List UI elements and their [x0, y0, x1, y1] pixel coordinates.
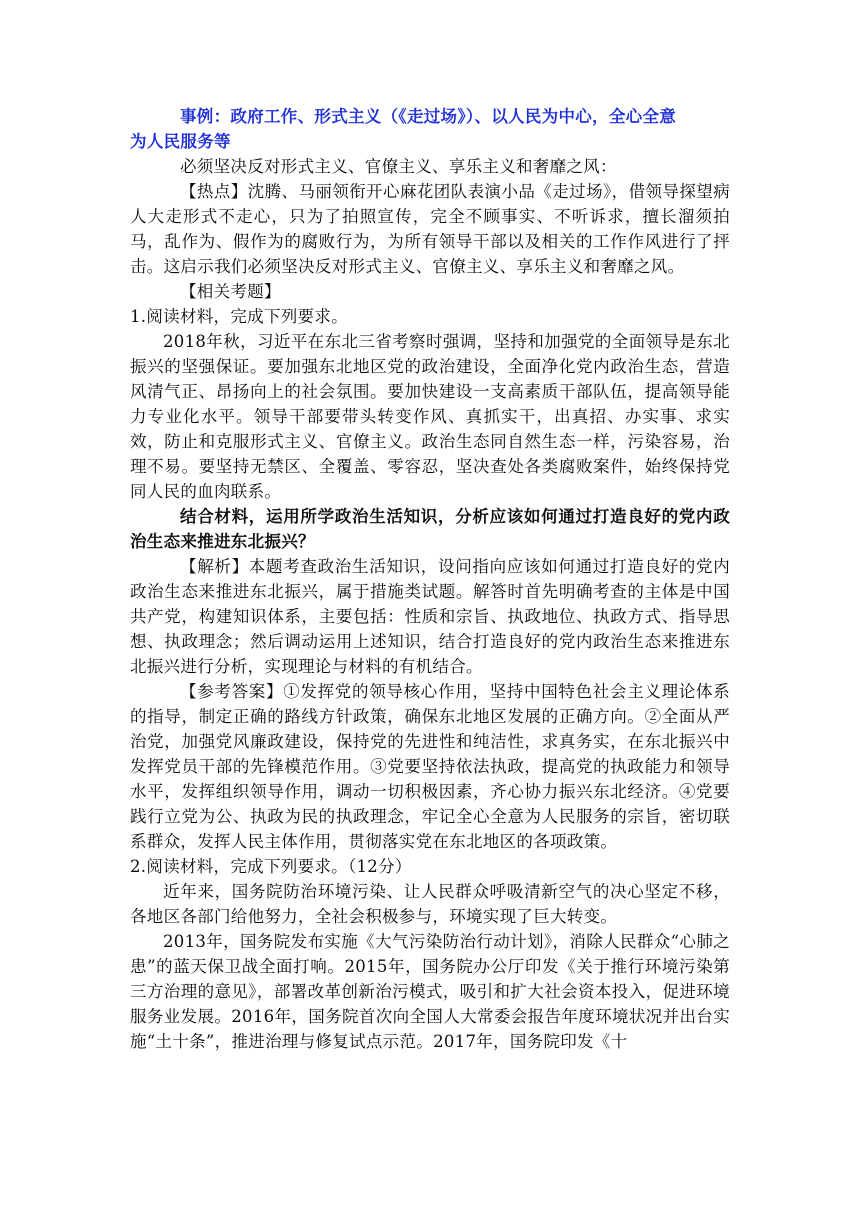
question-2-material-1: 近年来，国务院防治环境污染、让人民群众呼吸清新空气的决心坚定不移，各地区各部门给他努力，全社会积极参与，环境实现了巨大转变。	[130, 882, 730, 926]
question-1-analysis: 【解析】本题考查政治生活知识，设问指向应该如何通过打造良好的党内政治生态来推进东北振兴，属于措施类试题。解答时首先明确考查的主体是中国共产党，构建知识体系，主要包括：性质和宗旨、执政地位、执政方式、指导思想、执政理念；然后调动运用上述知识，结合打造良好的党内政治生态来推进东北振兴进行分析，实现理论与材料的有机结合。	[130, 557, 730, 676]
question-2-title: 2.阅读材料，完成下列要求。（12分）	[130, 857, 412, 876]
question-1-material: 2018年秋，习近平在东北三省考察时强调，坚持和加强党的全面领导是东北振兴的坚强保证。要加强东北地区党的政治建设，全面净化党内政治生态，营造风清气正、昂扬向上的社会氛围。要加快建设一支高素质干部队伍，提高领导能力专业化水平。领导干部要带头转变作风、真抓实干，出真招、办实事、求实效，防止和克服形式主义、官僚主义。政治生态同自然生态一样，污染容易，治理不易。要坚持无禁区、全覆盖、零容忍，坚决查处各类腐败案件，始终保持党同人民的血肉联系。	[130, 332, 730, 501]
intro-text: 必须坚决反对形式主义、官僚主义、享乐主义和奢靡之风：	[180, 157, 617, 176]
question-2-material-2: 2013年，国务院发布实施《大气污染防治行动计划》，消除人民群众“心肺之患”的蓝天保卫战全面打响。2015年，国务院办公厅印发《关于推行环境污染第三方治理的意见》，部署改革创新治污模式，吸引和扩大社会资本投入，促进环境服务业发展。2016年，国务院首次向全国人大常委会报告年度环境状况并出台实施“土十条”，推进治理与修复试点示范。2017年，国务院印发《十	[130, 932, 730, 1051]
heading-line-1: 事例：政府工作、形式主义（《走过场》）、以人民为中心，全心全意	[180, 107, 677, 126]
question-1-answer: 【参考答案】①发挥党的领导核心作用，坚持中国特色社会主义理论体系的指导，制定正确的路线方针政策，确保东北地区发展的正确方向。②全面从严治党，加强党风廉政建设，保持党的先进性和纯洁性，求真务实，在东北振兴中发挥党员干部的先锋模范作用。③党要坚持依法执政，提高党的执政能力和领导水平，发挥组织领导作用，调动一切积极因素，齐心协力振兴东北经济。④党要践行立党为公、执政为民的执政理念，牢记全心全意为人民服务的宗旨，密切联系群众，发挥人民主体作用，贯彻落实党在东北地区的各项政策。	[130, 682, 730, 851]
document-page	[130, 104, 730, 1054]
related-questions-label: 【相关考题】	[180, 282, 281, 301]
question-1-title: 1.阅读材料，完成下列要求。	[130, 307, 348, 326]
heading-line-2: 为人民服务等	[130, 132, 231, 151]
question-1-prompt: 结合材料，运用所学政治生活知识，分析应该如何通过打造良好的党内政治生态来推进东北振兴？	[130, 507, 730, 551]
hot-topic-paragraph: 【热点】沈腾、马丽领衔开心麻花团队表演小品《走过场》，借领导探望病人大走形式不走心，只为了拍照宣传，完全不顾事实、不听诉求，擅长溜须拍马，乱作为、假作为的腐败行为，为所有领导干部以及相关的工作作风进行了抨击。这启示我们必须坚决反对形式主义、官僚主义、享乐主义和奢靡之风。	[130, 182, 730, 276]
